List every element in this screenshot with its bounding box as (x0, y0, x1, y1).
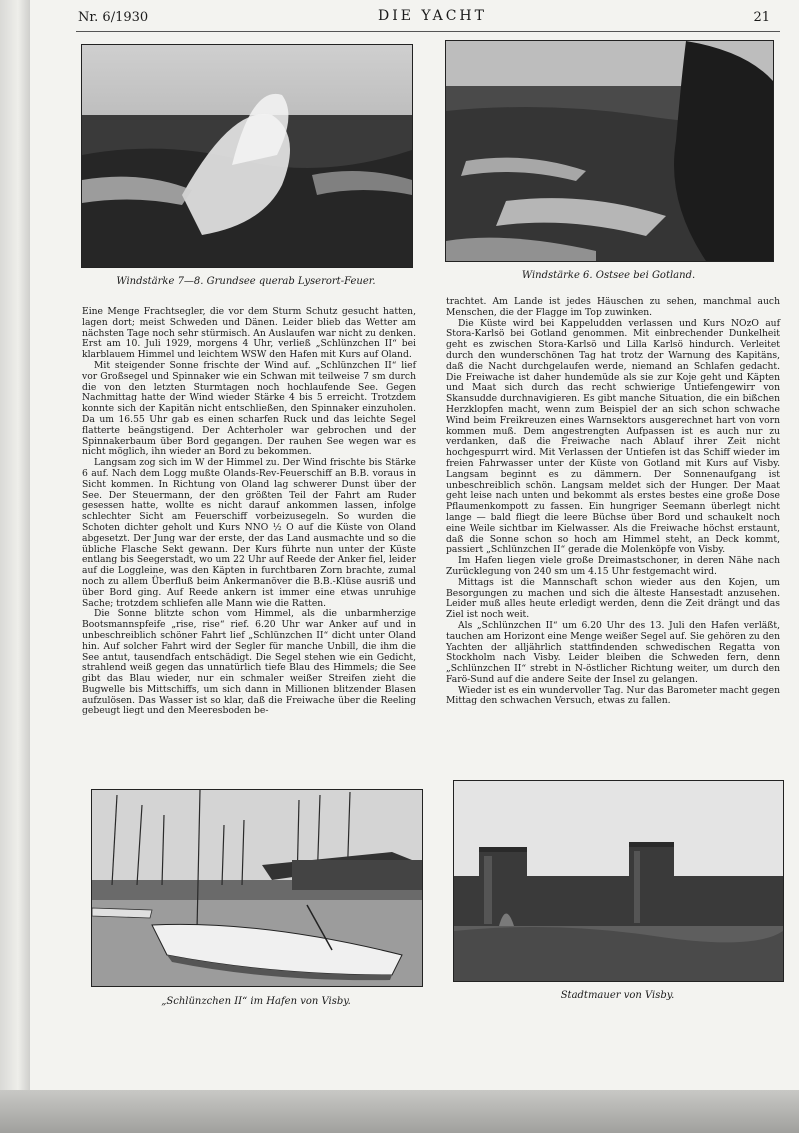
page-gutter-shadow (0, 0, 30, 1133)
caption-bottom-right: Stadtmauer von Visby. (560, 990, 675, 1001)
issue-number: Nr. 6/1930 (78, 10, 149, 25)
magazine-title: DIE YACHT (378, 8, 487, 24)
right-paragraph: trachtet. Am Lande ist jedes Häuschen zu sehen, manchmal auch Menschen, die der Flagge im Top zuwinken. (446, 296, 780, 318)
left-paragraph: Die Sonne blitzte schon vom Himmel, als die unbarmherzige Bootsmannspfeife „rise, rise“ rief. 6.20 Uhr war Anker auf und in unbeschreiblich schöner Fahrt lief „Schlünzchen II“ dicht unter Oland hin. Auf solcher Fahrt wird der Segler für manche Unbill, die ihm die See antut, tausendfach entschädigt. Die Segel stehen wie ein Gedicht, strahlend weiß gegen das unnatürlich tiefe Blau des Himmels; die See gibt das Blau wieder, nur ein schmaler weißer Streifen zieht die Bugwelle bis Mittschiffs, um sich dann in Millionen blitzender Blasen aufzulösen. Das Wasser ist so klar, daß die Freiwache über die Reeling gebeugt liegt und den Meeresboden be- (82, 608, 416, 717)
left-paragraph: Eine Menge Frachtsegler, die vor dem Sturm Schutz gesucht hatten, lagen dort; meist Schweden und Dänen. Leider blieb das Wetter am nächsten Tage noch sehr stürmisch. An Auslaufen war nicht zu denken. Erst am 10. Juli 1929, morgens 4 Uhr, verließ „Schlünzchen II“ bei klarblauem Himmel und leichtem WSW den Hafen mit Kurs auf Oland. (82, 306, 416, 361)
header-rule (76, 31, 780, 32)
caption-top-left: Windstärke 7—8. Grundsee querab Lyserort-Feuer. (116, 276, 376, 287)
right-paragraph: Als „Schlünzchen II“ um 6.20 Uhr des 13. Juli den Hafen verläßt, tauchen am Horizont eine Menge weißer Segel auf. Sie gehören zu den Yachten der alljährlich stattfindenden schwedischen Regatta von Stockholm nach Visby. Leider bleiben die Schweden fern, denn „Schlünzchen II“ strebt in N-östlicher Richtung weiter, um durch den Farö-Sund auf die andere Seite der Insel zu gelangen. (446, 619, 780, 685)
page-number: 21 (753, 10, 770, 25)
right-paragraph: Mittags ist die Mannschaft schon wieder aus den Kojen, um Besorgungen zu machen und sich die älteste Hansestadt anzusehen. Leider muß alles heute erledigt werden, denn die Zeit drängt und das Ziel ist noch weit. (446, 576, 780, 621)
left-paragraph: Langsam zog sich im W der Himmel zu. Der Wind frischte bis Stärke 6 auf. Nach dem Logg mußte Olands-Rev-Feuerschiff an B.B. voraus in Sicht kommen. In Richtung von Oland lag schwerer Dunst über der See. Der Steuermann, der den größten Teil der Fahrt am Ruder gesessen hatte, wollte es nicht darauf ankommen lassen, infolge schlechter Sicht am Feuerschiff vorbeizusegeln. So wurden die Schoten dichter geholt und Kurs NNO ½ O auf die Küste von Oland abgesetzt. Der Jung war der erste, der das Land ausmachte und so die übliche Flasche Sekt gewann. Der Kurs führte nun unter der Küste entlang bis Seegerstadt, wo um 22 Uhr auf Reede der Anker fiel, leider auf die Loggleine, was den Käpten in furchtbaren Zorn brachte, zumal noch zu allem Überfluß beim Ankermanöver die B.B.-Klüse ausriß und über Bord ging. Auf Reede ankern ist immer eine etwas unruhige Sache; trotzdem schliefen alle Mann wie die Ratten. (82, 457, 416, 609)
right-paragraph: Im Hafen liegen viele große Dreimastschoner, in deren Nähe nach Zurücklegung von 240 sm um 4.15 Uhr festgemacht wird. (446, 555, 780, 577)
right-paragraph: Die Küste wird bei Kappeludden verlassen und Kurs NOzO auf Stora-Karlsö bei Gotland genommen. Mit einbrechender Dunkelheit geht es zwischen Stora-Karlsö und Lilla Karlsö hindurch. Verleitet durch den wunderschönen Tag hat trotz der Warnung des Kapitäns, daß die Nacht durchgelaufen werde, niemand an Schlafen gedacht. Die Freiwache ist daher hundemüde als sie zur Koje geht und Käpten und Maat sich durch das recht schwierige Untiefengewirr von Skansudde durchnavigieren. Es gibt manche Situation, die ein bißchen Herzklopfen macht, wenn zum Beispiel der an sich schon schwache Wind beim Freikreuzen eines Warnsektors ausgerechnet hart von vorn kommen muß. Dem angestrengten Aufpassen ist es auch nur zu verdanken, daß die Freiwache nach Ablauf ihrer Zeit nicht hochgespurrt wird. Mit Verlassen der Untiefen ist das Schiff wieder im freien Fahrwasser unter der Küste von Gotland mit Kurs auf Visby. Langsam beginnt es zu dämmern. Der Sonnenaufgang ist unbeschreiblich schön. Langsam meldet sich der Hunger. Der Maat geht leise nach unten und bekommt als erstes bestes eine große Dose Pflaumenkompott zu fassen. Ein hungriger Seemann überlegt nicht lange — bald fliegt die leere Büchse über Bord und schaukelt noch eine Weile sichtbar im Kielwasser. Als die Freiwache höchst erstaunt, daß die Sonne schon so hoch am Himmel steht, an Deck kommt, passiert „Schlünzchen II“ gerade die Molenköpfe von Visby. (446, 317, 780, 556)
right-paragraph: Wieder ist es ein wundervoller Tag. Nur das Barometer macht gegen Mittag den schwachen Versuch, etwas zu fallen. (446, 684, 780, 707)
article-left-column (82, 307, 416, 717)
caption-bottom-left: „Schlünzchen II“ im Hafen von Visby. (161, 996, 351, 1007)
photo-wave-lyserort (81, 44, 413, 268)
photo-ostsee-gotland (445, 40, 774, 262)
article-right-column (446, 297, 780, 707)
photo-stadtmauer-visby (453, 780, 784, 982)
scan-bottom-edge (0, 1090, 799, 1133)
photo-schluenzchen-visby (91, 789, 423, 987)
page-header (78, 6, 778, 30)
caption-top-right: Windstärke 6. Ostsee bei Gotland. (521, 270, 696, 281)
left-paragraph: Mit steigender Sonne frischte der Wind auf. „Schlünzchen II“ lief vor Großsegel und Spinnaker wie ein Schwan mit teilweise 7 sm durch die von den letzten Sturmtagen noch hochlaufende See. Gegen Nachmittag hatte der Wind wieder Stärke 4 bis 5 erreicht. Trotzdem konnte sich der Kapitän nicht entschließen, den Spinnaker einzuholen. Da um 16.55 Uhr gab es einen scharfen Ruck und das leichte Segel flatterte beängstigend. Der Achterholer war gebrochen und der Spinnakerbaum über Bord gegangen. Der rauhen See wegen war es nicht möglich, ihn wieder an Bord zu bekommen. (82, 359, 416, 458)
